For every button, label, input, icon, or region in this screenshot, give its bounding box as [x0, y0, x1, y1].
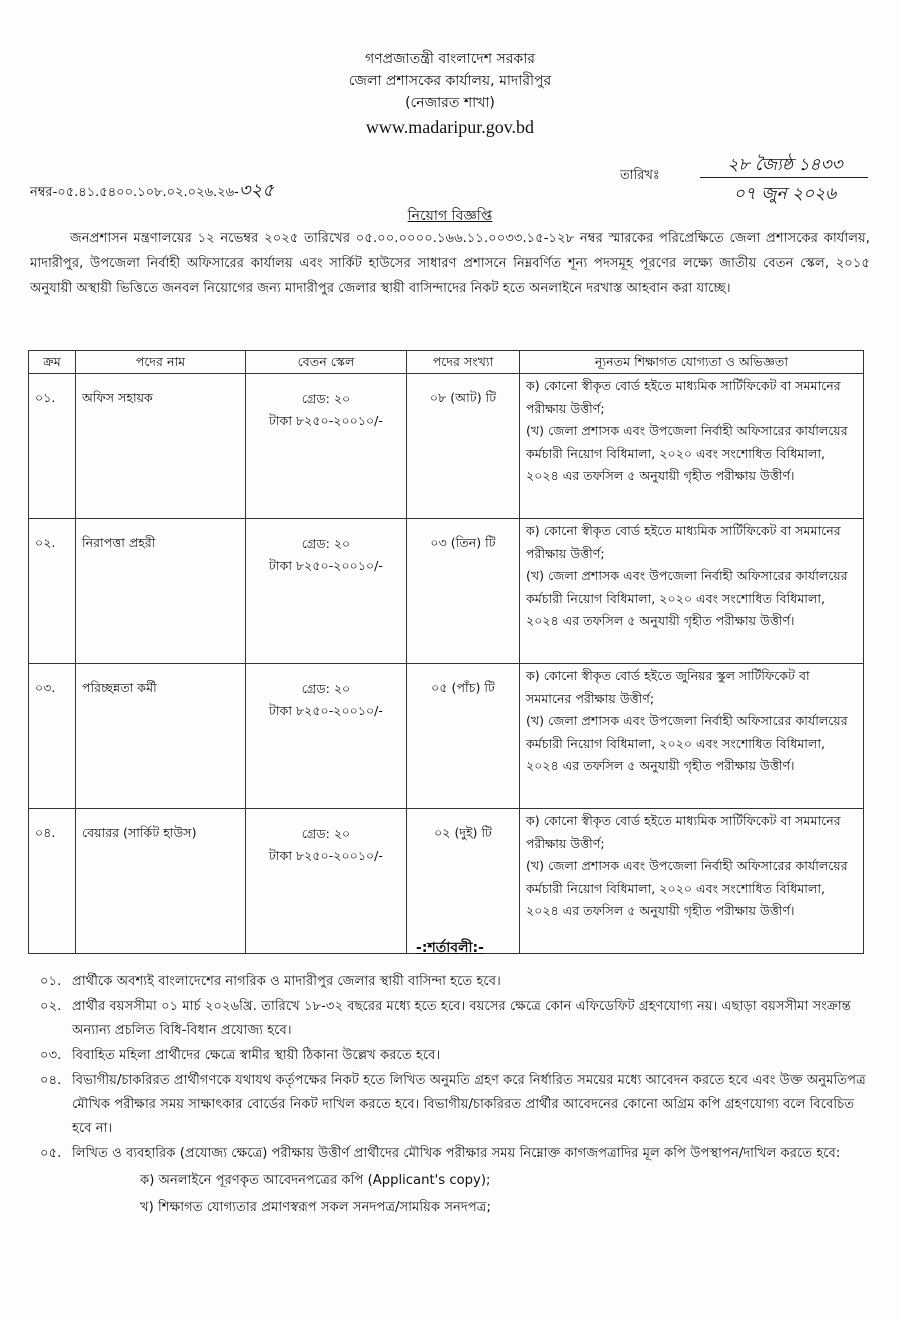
document-sub-item: খ) শিক্ষাগত যোগ্যতার প্রমাণস্বরূপ সকল সনদপত্র/সাময়িক সনদপত্র; [140, 1200, 491, 1215]
table-row [29, 374, 864, 519]
qualification-b: (খ) জেলা প্রশাসক এবং উপজেলা নির্বাহী অফিসারের কার্যালয়ের কর্মচারী নিয়োগ বিধিমালা, ২০২০ এবং সংশোধিত বিধিমালা, ২০২৪ এর তফসিল ৫ অনুযায়ী গৃহীত পরীক্ষায় উত্তীর্ণ। [526, 423, 848, 483]
row-qualification [520, 374, 864, 519]
row-qualification [520, 809, 864, 954]
row-serial: ০২. [29, 519, 76, 664]
notice-title [0, 204, 900, 228]
condition-item [40, 1044, 875, 1068]
condition-item [40, 970, 875, 994]
website-link[interactable]: www.madaripur.gov.bd [365, 117, 535, 137]
condition-number: ০২. [40, 999, 62, 1014]
government-name: গণপ্রজাতন্ত্রী বাংলাদেশ সরকার [365, 51, 535, 67]
bangla-date: ২৮ জ্যৈষ্ঠ ১৪৩৩ [727, 155, 843, 175]
document-sub-item: ক) অনলাইনে পূরণকৃত আবেদনপত্রের কপি (Applicant's copy); [140, 1173, 491, 1188]
row-post-count: ০৮ (আট) টি [407, 374, 520, 519]
row-pay: টাকা ৮২৫০-২০০১০/- [269, 703, 383, 718]
row-grade: গ্রেড: ২০ [301, 391, 351, 406]
notice-title-text: নিয়োগ বিজ্ঞপ্তি [407, 208, 493, 224]
row-grade: গ্রেড: ২০ [301, 536, 351, 551]
qualification-a: ক) কোনো স্বীকৃত বোর্ড হইতে মাধ্যমিক সার্টিফিকেট বা সমমানের পরীক্ষায় উত্তীর্ণ; [526, 378, 841, 416]
row-post-name: পরিচ্ছন্নতা কর্মী [76, 664, 246, 809]
condition-text: প্রার্থীকে অবশ্যই বাংলাদেশের নাগরিক ও মাদারীপুর জেলার স্থায়ী বাসিন্দা হতে হবে। [72, 974, 501, 989]
row-qualification [520, 664, 864, 809]
row-pay: টাকা ৮২৫০-২০০১০/- [269, 558, 383, 573]
conditions-title [0, 936, 900, 960]
intro-paragraph: জনপ্রশাসন মন্ত্রণালয়ের ১২ নভেম্বর ২০২৫ তারিখের ০৫.০০.০০০০.১৬৬.১১.০০৩৩.১৫-১২৮ নম্বর স্মারকের পরিপ্রেক্ষিতে জেলা প্রশাসকের কার্যালয়, মাদারীপুর, উপজেলা নির্বাহী অফিসারের কার্যালয় এবং সার্কিট হাউসের সাধারণ প্রশাসনে নিম্নবর্ণিত শূন্য পদসমূহ পূরণের লক্ষ্যে জাতীয় বেতন স্কেল, ২০১৫ অনুযায়ী অস্থায়ী ভিত্তিতে জনবল নিয়োগের জন্য মাদারীপুর জেলার স্থায়ী বাসিন্দাদের নিকট হতে অনলাইনে দরখাস্ত আহবান করা যাচ্ছে। [30, 231, 870, 296]
header-scale: বেতন স্কেল [246, 351, 407, 374]
header-count: পদের সংখ্যা [407, 351, 520, 374]
table-row [29, 809, 864, 954]
condition-text: প্রার্থীর বয়সসীমা ০১ মার্চ ২০২৬খ্রি. তারিখে ১৮-৩২ বছরের মধ্যে হতে হবে। বয়সের ক্ষেত্রে কোন এফিডেফিট গ্রহণযোগ্য নয়। এছাড়া বয়সসীমা সংক্রান্ত অন্যান্য প্রচলিত বিধি-বিধান প্রযোজ্য হবে। [72, 999, 851, 1038]
row-pay-scale [246, 374, 407, 519]
row-serial: ০৩. [29, 664, 76, 809]
condition-number: ০৫. [40, 1146, 62, 1161]
row-serial: ০১. [29, 374, 76, 519]
date-divider [700, 177, 868, 178]
memo-handwritten-suffix: ৩২৫ [238, 180, 274, 201]
row-post-name: নিরাপত্তা প্রহরী [76, 519, 246, 664]
condition-text: লিখিত ও ব্যবহারিক (প্রযোজ্য ক্ষেত্রে) পরীক্ষায় উত্তীর্ণ প্রার্থীদের মৌখিক পরীক্ষার সময় নিম্নোক্ত কাগজপত্রাদির মূল কপি উপস্থাপন/দাখিল করতে হবে: [72, 1146, 841, 1161]
letterhead [0, 48, 900, 138]
row-post-count: ০২ (দুই) টি [407, 809, 520, 954]
condition-text: বিভাগীয়/চাকরিরত প্রার্থীগণকে যথাযথ কর্তৃপক্ষের নিকট হতে লিখিত অনুমতি গ্রহণ করে নির্ধারিত সময়ের মধ্যে আবেদন করতে হবে এবং উক্ত অনুমতিপত্র মৌখিক পরীক্ষার সময় সাক্ষাৎকার বোর্ডের নিকট দাখিল করতে হবে। বিভাগীয়/চাকরিরত প্রার্থীর আবেদনের কোনো অগ্রিম কপি গ্রহণযোগ্য বলে বিবেচিত হবে না। [72, 1073, 866, 1136]
qualification-a: ক) কোনো স্বীকৃত বোর্ড হইতে মাধ্যমিক সার্টিফিকেট বা সমমানের পরীক্ষায় উত্তীর্ণ; [526, 523, 841, 561]
row-post-name: অফিস সহায়ক [76, 374, 246, 519]
row-pay-scale [246, 519, 407, 664]
condition-item [40, 995, 875, 1043]
condition-number: ০৩. [40, 1048, 62, 1063]
condition-item [40, 1069, 875, 1141]
row-pay-scale [246, 664, 407, 809]
row-grade: গ্রেড: ২০ [301, 681, 351, 696]
condition-number: ০৪. [40, 1073, 62, 1088]
memo-number [30, 176, 274, 207]
row-post-count: ০৩ (তিন) টি [407, 519, 520, 664]
row-pay: টাকা ৮২৫০-২০০১০/- [269, 848, 383, 863]
row-post-count: ০৫ (পাঁচ) টি [407, 664, 520, 809]
condition-item [40, 1142, 875, 1166]
qualification-a: ক) কোনো স্বীকৃত বোর্ড হইতে জুনিয়র স্কুল সার্টিফিকেট বা সমমানের পরীক্ষায় উত্তীর্ণ; [526, 668, 810, 706]
row-grade: গ্রেড: ২০ [301, 826, 351, 841]
row-pay-scale [246, 809, 407, 954]
office-name: জেলা প্রশাসকের কার্যালয়, মাদারীপুর [348, 73, 552, 89]
document-sub-list [140, 1167, 875, 1221]
table-row [29, 664, 864, 809]
header-post: পদের নাম [76, 351, 246, 374]
qualification-b: (খ) জেলা প্রশাসক এবং উপজেলা নির্বাহী অফিসারের কার্যালয়ের কর্মচারী নিয়োগ বিধিমালা, ২০২০ এবং সংশোধিত বিধিমালা, ২০২৪ এর তফসিল ৫ অনুযায়ী গৃহীত পরীক্ষায় উত্তীর্ণ। [526, 568, 848, 628]
row-qualification [520, 519, 864, 664]
qualification-b: (খ) জেলা প্রশাসক এবং উপজেলা নির্বাহী অফিসারের কার্যালয়ের কর্মচারী নিয়োগ বিধিমালা, ২০২০ এবং সংশোধিত বিধিমালা, ২০২৪ এর তফসিল ৫ অনুযায়ী গৃহীত পরীক্ষায় উত্তীর্ণ। [526, 858, 848, 918]
table-header-row [29, 351, 864, 374]
header-qualification: ন্যূনতম শিক্ষাগত যোগ্যতা ও অভিজ্ঞতা [520, 351, 864, 374]
condition-number: ০১. [40, 974, 62, 989]
table-row [29, 519, 864, 664]
row-serial: ০৪. [29, 809, 76, 954]
header-serial: ক্রম [29, 351, 76, 374]
conditions-title-text: -:শর্তাবলী:- [416, 940, 484, 956]
conditions-list [40, 970, 875, 1221]
section-name: (নেজারত শাখা) [405, 95, 495, 111]
row-post-name: বেয়ারর (সার্কিট হাউস) [76, 809, 246, 954]
condition-text: বিবাহিত মহিলা প্রার্থীদের ক্ষেত্রে স্বামীর স্থায়ী ঠিকানা উল্লেখ করতে হবে। [72, 1048, 441, 1063]
qualification-a: ক) কোনো স্বীকৃত বোর্ড হইতে মাধ্যমিক সার্টিফিকেট বা সমমানের পরীক্ষায় উত্তীর্ণ; [526, 813, 841, 851]
row-pay: টাকা ৮২৫০-২০০১০/- [269, 413, 383, 428]
english-date: ০৭ জুন ২০২৬ [733, 184, 837, 204]
qualification-b: (খ) জেলা প্রশাসক এবং উপজেলা নির্বাহী অফিসারের কার্যালয়ের কর্মচারী নিয়োগ বিধিমালা, ২০২০ এবং সংশোধিত বিধিমালা, ২০২৪ এর তফসিল ৫ অনুযায়ী গৃহীত পরীক্ষায় উত্তীর্ণ। [526, 713, 848, 773]
vacancy-table [28, 350, 864, 954]
memo-number-text: নম্বর-০৫.৪১.৫৪০০.১০৮.০২.০২৬.২৬- [30, 185, 239, 200]
date-label: তারিখঃ [620, 168, 660, 183]
